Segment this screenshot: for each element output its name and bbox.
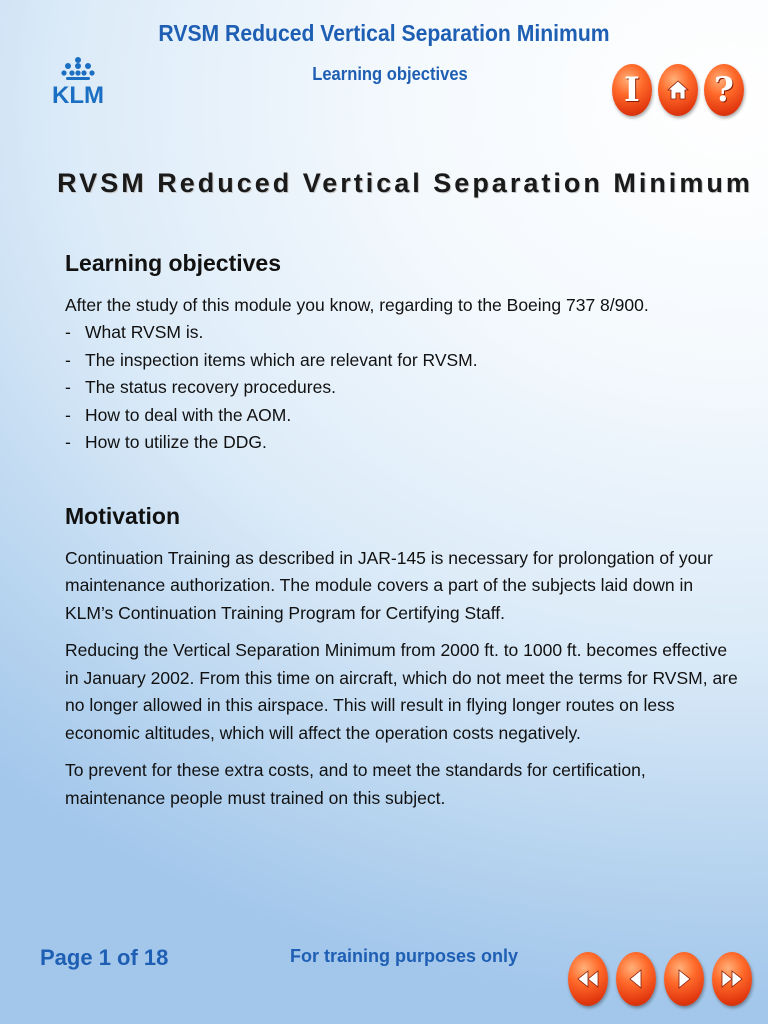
next-page-icon xyxy=(673,967,695,991)
motivation-paragraph: To prevent for these extra costs, and to meet the standards for certification, maintenance people must trained on this subject. xyxy=(65,760,646,808)
previous-page-icon xyxy=(625,967,647,991)
help-button[interactable]: ? xyxy=(704,64,744,116)
page-navigation xyxy=(568,952,752,1006)
motivation-section xyxy=(65,503,745,822)
page-title: RVSM Reduced Vertical Separation Minimum xyxy=(57,168,753,198)
list-item: - What RVSM is. xyxy=(65,319,745,347)
klm-logo xyxy=(46,56,110,110)
home-icon xyxy=(666,78,690,102)
list-item: - The inspection items which are relevant for RVSM. xyxy=(65,347,745,375)
crown-icon xyxy=(46,56,110,84)
list-item: - How to deal with the AOM. xyxy=(65,402,745,430)
list-item: - The status recovery procedures. xyxy=(65,374,745,402)
first-page-icon xyxy=(575,967,601,991)
last-page-icon xyxy=(719,967,745,991)
home-button[interactable] xyxy=(658,64,698,116)
first-page-button[interactable] xyxy=(568,952,608,1006)
learning-objectives-heading: Learning objectives xyxy=(65,250,282,276)
list-item: - How to utilize the DDG. xyxy=(65,429,745,457)
motivation-paragraph: Continuation Training as described in JAR-145 is necessary for prolongation of your maintenance authorization. The module covers a part of the subjects laid down in KLM’s Continuation Training Program for Certifying Staff. xyxy=(65,547,713,623)
logo-text: KLM xyxy=(52,82,104,109)
top-navigation xyxy=(612,64,744,116)
objectives-list xyxy=(65,319,745,457)
next-page-button[interactable] xyxy=(664,952,704,1006)
header-subtitle: Learning objectives xyxy=(312,64,468,84)
motivation-paragraph: Reducing the Vertical Separation Minimum from 2000 ft. to 1000 ft. becomes effective in January 2002. From this time on aircraft, which do not meet the terms for RVSM, are no longer allowed in this airspace. This will result in flying longer routes on less economic altitudes, which will affect the operation costs negatively. xyxy=(65,640,738,743)
learning-objectives-section xyxy=(65,250,745,457)
learning-intro: After the study of this module you know, regarding to the Boeing 737 8/900. xyxy=(65,294,649,315)
last-page-button[interactable] xyxy=(712,952,752,1006)
header-title: RVSM Reduced Vertical Separation Minimum xyxy=(158,20,610,46)
footer-note: For training purposes only xyxy=(290,946,519,966)
motivation-heading: Motivation xyxy=(65,503,180,529)
previous-page-button[interactable] xyxy=(616,952,656,1006)
page-indicator: Page 1 of 18 xyxy=(40,945,169,970)
info-button[interactable]: I xyxy=(612,64,652,116)
